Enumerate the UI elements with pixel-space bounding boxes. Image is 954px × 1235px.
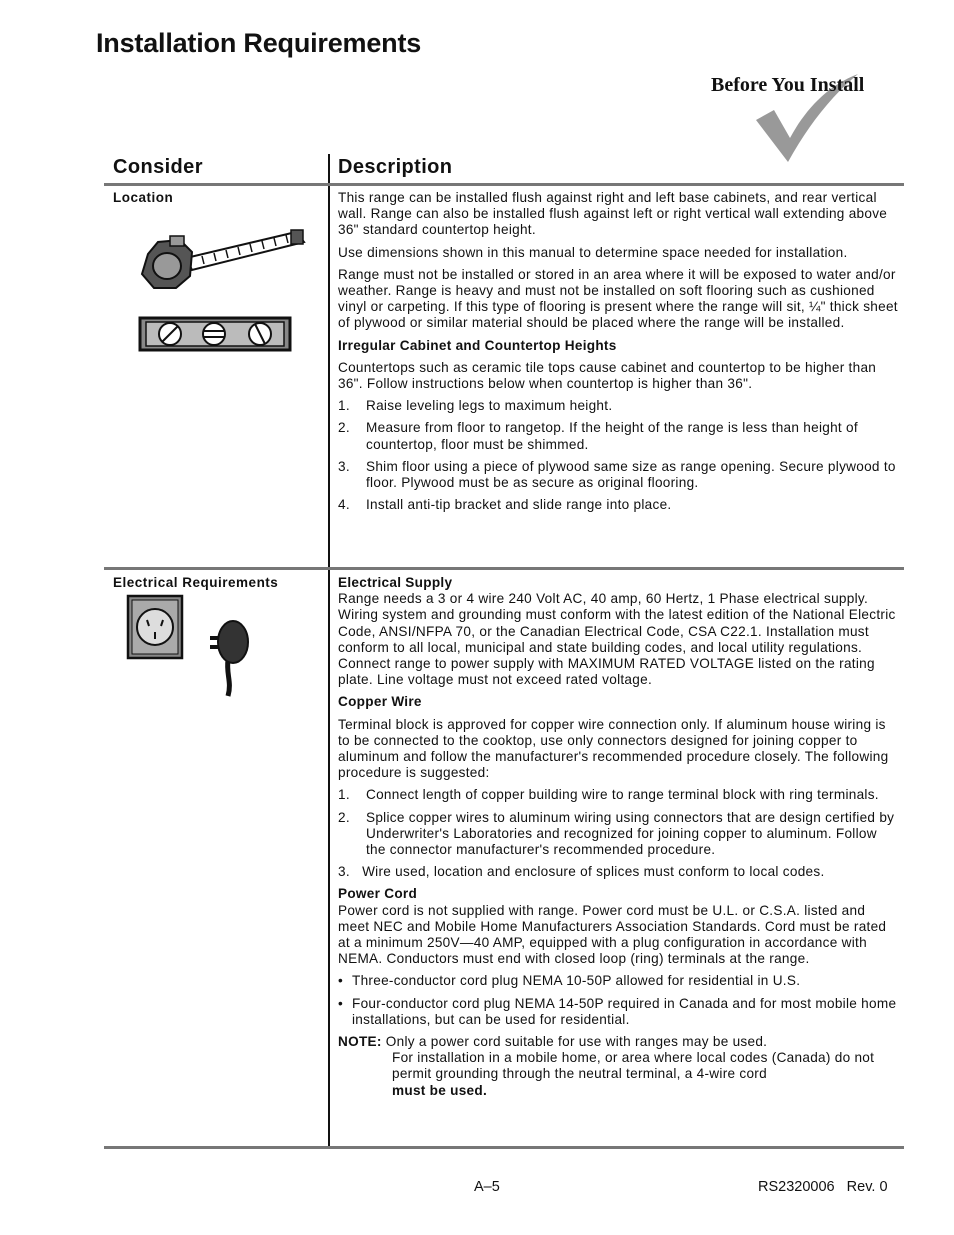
leveling-steps-list	[338, 398, 900, 513]
list-item: 3. Shim floor using a piece of plywood same size as range opening. Secure plywood to floor. Plywood must be as secure as original flooring.	[338, 458, 896, 491]
note-line-1: Only a power cord suitable for use with ranges may be used.	[385, 1034, 768, 1050]
list-item: 1. Raise leveling legs to maximum height.	[338, 398, 613, 414]
electrical-supply-heading: Electrical Supply	[338, 575, 453, 590]
section-divider	[104, 567, 904, 570]
level-tool-icon	[138, 314, 294, 354]
copper-wire-heading: Copper Wire	[338, 694, 422, 710]
copper-wire-text: Terminal block is approved for copper wire connection only. If aluminum house wiring is to be connected to the cooktop, use only connectors designed for joining copper to aluminum and follow the manufacturer's recommended procedure closely. The following procedure is suggested:	[338, 716, 889, 781]
electrical-requirements-label: Electrical Requirements	[113, 575, 279, 590]
table-bottom-rule	[104, 1146, 904, 1149]
page-title: Installation Requirements	[96, 28, 422, 58]
list-item: 4. Install anti-tip bracket and slide range into place.	[338, 497, 672, 513]
note-continuation	[338, 1050, 900, 1099]
outlet-icon	[126, 594, 184, 660]
location-label: Location	[113, 190, 174, 205]
power-cord-text: Power cord is not supplied with range. Power cord must be U.L. or C.S.A. listed and meet NEC and Mobile Home Manufacturers Association Standards. Cord must be rated at a minimum 250V—40 AMP, equipped with a plug configuration in accordance with NEMA. Conductors must end with closed loop (ring) terminals at the range.	[338, 902, 887, 967]
document-id: RS2320006 Rev. 0	[758, 1179, 888, 1195]
electrical-description	[338, 575, 900, 1099]
list-item: 2. Measure from floor to rangetop. If the height of the range is less than height of countertop, floor must be shimmed.	[338, 420, 858, 452]
note-bold: must be used.	[392, 1082, 488, 1098]
cord-plug-list	[338, 973, 900, 1028]
list-item: • Four-conductor cord plug NEMA 14-50P required in Canada and for most mobile home installations, but can be used for residential.	[338, 995, 897, 1027]
header-rule	[104, 183, 904, 186]
column-divider	[328, 154, 330, 1147]
note-label: NOTE:	[338, 1034, 382, 1050]
location-paragraph-2: Use dimensions shown in this manual to determine space needed for installation.	[338, 244, 848, 260]
location-paragraph-3: Range must not be installed or stored in an area where it will be exposed to water and/or weather. Range is heavy and must not be installed on soft flooring such as cushioned vinyl or carpeting. If this type of flooring is present where the range will sit, ¼" thick sheet of plywood or similar material should be placed where the range will be installed.	[338, 266, 898, 331]
electrical-supply-text: Range needs a 3 or 4 wire 240 Volt AC, 40 amp, 60 Hertz, 1 Phase electrical supply. Wiring system and grounding must conform with the latest edition of the National Electric Code, ANSI/NFPA 70, or the Canadian Electrical Code, CSA C22.1. Installation must conform to all local, municipal and state building codes, and local utility regulations. Connect range to power supply with MAXIMUM RATED VOLTAGE listed on the rating plate. Line voltage must not exceed rated voltage.	[338, 591, 896, 688]
column-header-description: Description	[338, 156, 453, 178]
list-item: 2. Splice copper wires to aluminum wiring using connectors that are design certified by Underwriter's Laboratories and recognized for joining copper to aluminum. Follow the connector manufacturer's recommended procedure.	[338, 809, 895, 858]
column-header-consider: Consider	[113, 156, 203, 178]
tape-measure-icon	[136, 224, 308, 294]
irregular-heights-heading: Irregular Cabinet and Countertop Heights	[338, 337, 617, 353]
list-item: • Three-conductor cord plug NEMA 10-50P allowed for residential in U.S.	[338, 973, 801, 989]
copper-step-3: 3. Wire used, location and enclosure of splices must conform to local codes.	[338, 864, 825, 880]
page-number: A–5	[474, 1179, 500, 1195]
power-cord-heading: Power Cord	[338, 886, 418, 902]
note-line-2: For installation in a mobile home, or area where local codes (Canada) do not permit grounding through the neutral terminal, a 4-wire cord	[392, 1050, 875, 1082]
note	[338, 1034, 900, 1050]
copper-steps-list	[338, 787, 900, 858]
section-label: Before You Install	[711, 74, 865, 96]
list-item: 1. Connect length of copper building wire to range terminal block with ring terminals.	[338, 787, 879, 803]
location-paragraph-1: This range can be installed flush against right and left base cabinets, and rear vertical wall. Range can also be installed flush against left or right vertical wall extending above 36" standard countertop height.	[338, 190, 888, 238]
location-paragraph-4: Countertops such as ceramic tile tops cause cabinet and countertop to be higher than 36". Follow instructions below when countertop is higher than 36".	[338, 359, 877, 392]
power-plug-icon	[206, 618, 252, 698]
location-description	[338, 190, 900, 519]
